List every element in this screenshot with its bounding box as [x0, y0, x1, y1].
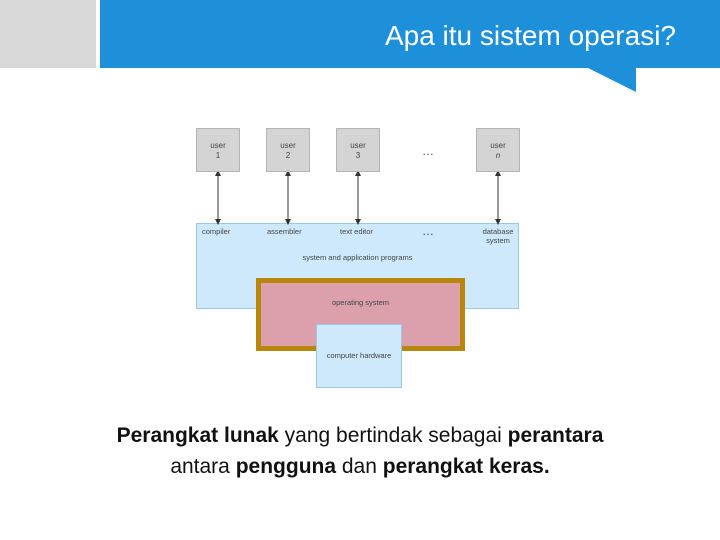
- user-box-number: 1: [215, 151, 221, 160]
- assembler-label: assembler: [267, 227, 302, 236]
- database-system-label: [478, 227, 518, 245]
- slide-title: Apa itu sistem operasi?: [384, 20, 676, 51]
- user-box-label: user: [280, 141, 296, 150]
- database-label-line2: system: [486, 236, 510, 245]
- compiler-label: compiler: [202, 227, 231, 236]
- caption-term-hardware: perangkat keras.: [382, 455, 550, 478]
- os-label: operating system: [331, 298, 390, 307]
- os-layer-diagram: [190, 120, 530, 395]
- caption-text: antara: [170, 455, 236, 478]
- user-box-number: 3: [355, 151, 361, 160]
- user-box-label: user: [490, 141, 506, 150]
- caption-line-2: [40, 451, 680, 482]
- users-ellipsis: …: [422, 144, 435, 158]
- database-label-line1: database: [482, 227, 514, 236]
- caption-text: dan: [336, 455, 383, 478]
- user-box-number: n: [495, 151, 501, 160]
- user-box-number: 2: [285, 151, 291, 160]
- user-box-3: [336, 128, 380, 172]
- header-grey-block: [0, 0, 96, 68]
- app-layer-label: system and application programs: [302, 253, 413, 262]
- hardware-label: computer hardware: [326, 351, 392, 360]
- user-box-n: [476, 128, 520, 172]
- caption-text: yang bertindak sebagai: [278, 424, 508, 447]
- caption-term-intermediary: perantara: [507, 424, 604, 447]
- definition-caption: [40, 420, 680, 482]
- header-tab-triangle: [588, 68, 636, 92]
- caption-term-user: pengguna: [235, 455, 337, 478]
- user-box-1: [196, 128, 240, 172]
- text-editor-label: text editor: [340, 227, 373, 236]
- caption-line-1: [40, 420, 680, 451]
- user-box-label: user: [350, 141, 366, 150]
- user-box-2: [266, 128, 310, 172]
- caption-term-software: Perangkat lunak: [116, 424, 279, 447]
- programs-ellipsis: …: [422, 224, 435, 238]
- user-box-label: user: [210, 141, 226, 150]
